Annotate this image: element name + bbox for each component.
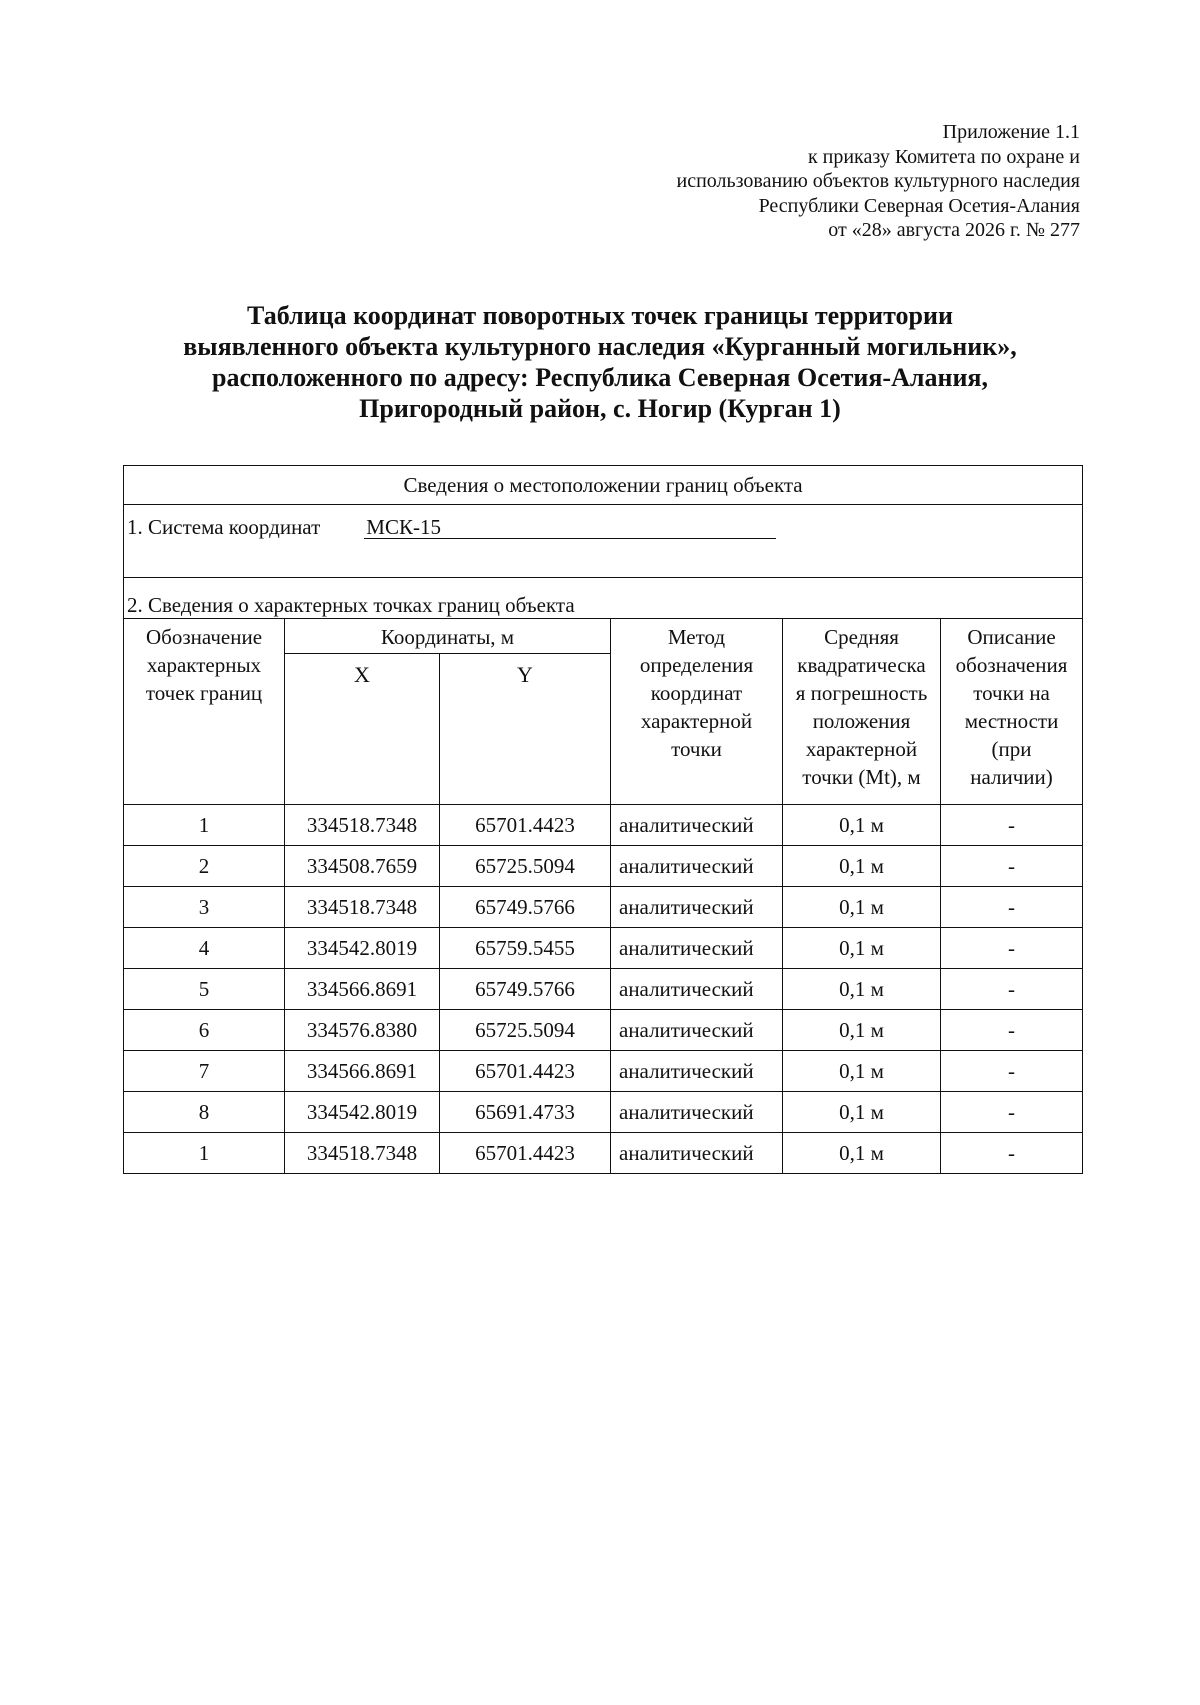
error-cell: 0,1 м <box>783 969 941 1010</box>
header-line: характерной <box>640 709 753 733</box>
y-cell: 65701.4423 <box>440 805 611 846</box>
coordinate-system-cell <box>124 505 1083 578</box>
x-cell: 334566.8691 <box>285 969 440 1010</box>
y-cell: 65725.5094 <box>440 1010 611 1051</box>
header-line: точек границ <box>145 681 263 705</box>
method-cell: аналитический <box>611 1051 783 1092</box>
header-coordinates: Координаты, м <box>285 619 611 654</box>
coordinate-system-value: МСК-15 <box>364 516 776 539</box>
header-line: Средняя <box>824 625 899 649</box>
x-cell: 334518.7348 <box>285 1133 440 1174</box>
header-line: (при <box>991 737 1032 761</box>
description-cell: - <box>941 887 1083 928</box>
table-row <box>124 805 1083 846</box>
header-x: X <box>285 654 440 805</box>
point-cell: 7 <box>124 1051 285 1092</box>
error-cell: 0,1 м <box>783 1051 941 1092</box>
y-cell: 65749.5766 <box>440 887 611 928</box>
header-y: Y <box>440 654 611 805</box>
header-line: квадратическа <box>797 653 926 677</box>
appendix-line: к приказу Комитета по охране и <box>807 145 1080 168</box>
section-title: Сведения о местоположении границ объекта <box>124 466 1083 505</box>
error-cell: 0,1 м <box>783 1133 941 1174</box>
description-cell: - <box>941 1051 1083 1092</box>
table-row <box>124 887 1083 928</box>
appendix-block <box>560 120 1080 243</box>
description-cell: - <box>941 969 1083 1010</box>
header-line: точки на <box>973 681 1050 705</box>
table-row <box>124 1010 1083 1051</box>
header-line: Метод <box>667 625 726 649</box>
table-row <box>124 928 1083 969</box>
description-cell: - <box>941 846 1083 887</box>
method-cell: аналитический <box>611 846 783 887</box>
header-line: положения <box>812 709 911 733</box>
coordinates-table <box>123 465 1083 1174</box>
header-line: характерных <box>146 653 262 677</box>
header-line: точки <box>671 737 722 761</box>
y-cell: 65691.4733 <box>440 1092 611 1133</box>
appendix-line: Приложение 1.1 <box>942 121 1080 143</box>
method-cell: аналитический <box>611 1092 783 1133</box>
header-line: характерной <box>805 737 918 761</box>
method-cell: аналитический <box>611 805 783 846</box>
appendix-line: Республики Северная Осетия-Алания <box>758 194 1080 217</box>
description-cell: - <box>941 1010 1083 1051</box>
description-cell: - <box>941 1092 1083 1133</box>
description-cell: - <box>941 1133 1083 1174</box>
points-section-title: 2. Сведения о характерных точках границ объекта <box>124 578 1083 619</box>
y-cell: 65701.4423 <box>440 1051 611 1092</box>
method-cell: аналитический <box>611 887 783 928</box>
appendix-line: от «28» августа 2026 г. № 277 <box>828 219 1080 241</box>
method-cell: аналитический <box>611 969 783 1010</box>
coordinate-system-label: 1. Система координат <box>127 515 321 539</box>
error-cell: 0,1 м <box>783 1092 941 1133</box>
title-line: Пригородный район, с. Ногир (Курган 1) <box>359 394 841 423</box>
error-cell: 0,1 м <box>783 846 941 887</box>
header-line: местности <box>964 709 1059 733</box>
point-cell: 1 <box>124 1133 285 1174</box>
header-designation <box>124 619 285 805</box>
error-cell: 0,1 м <box>783 1010 941 1051</box>
header-line: координат <box>650 681 743 705</box>
title-line: расположенного по адресу: Республика Северная Осетия-Алания, <box>211 363 988 392</box>
table-row <box>124 1092 1083 1133</box>
x-cell: 334566.8691 <box>285 1051 440 1092</box>
point-cell: 5 <box>124 969 285 1010</box>
header-error <box>783 619 941 805</box>
x-cell: 334518.7348 <box>285 805 440 846</box>
y-cell: 65725.5094 <box>440 846 611 887</box>
method-cell: аналитический <box>611 1133 783 1174</box>
description-cell: - <box>941 805 1083 846</box>
header-line: точки (Mt), м <box>802 765 921 789</box>
table-row <box>124 846 1083 887</box>
method-cell: аналитический <box>611 928 783 969</box>
point-cell: 8 <box>124 1092 285 1133</box>
table-row <box>124 1133 1083 1174</box>
point-cell: 6 <box>124 1010 285 1051</box>
error-cell: 0,1 м <box>783 887 941 928</box>
point-cell: 2 <box>124 846 285 887</box>
x-cell: 334518.7348 <box>285 887 440 928</box>
x-cell: 334508.7659 <box>285 846 440 887</box>
header-method <box>611 619 783 805</box>
description-cell: - <box>941 928 1083 969</box>
point-cell: 4 <box>124 928 285 969</box>
y-cell: 65749.5766 <box>440 969 611 1010</box>
header-description <box>941 619 1083 805</box>
point-cell: 3 <box>124 887 285 928</box>
error-cell: 0,1 м <box>783 805 941 846</box>
table-body <box>124 466 1083 1174</box>
x-cell: 334576.8380 <box>285 1010 440 1051</box>
error-cell: 0,1 м <box>783 928 941 969</box>
appendix-line: использованию объектов культурного наследия <box>676 170 1080 192</box>
header-line: Описание <box>967 625 1056 649</box>
table-row <box>124 1051 1083 1092</box>
header-line: наличии) <box>970 765 1053 789</box>
document-title <box>120 300 1080 424</box>
title-line: Таблица координат поворотных точек границы территории <box>247 301 953 330</box>
header-line: определения <box>639 653 754 677</box>
x-cell: 334542.8019 <box>285 928 440 969</box>
header-line: Обозначение <box>145 625 263 649</box>
header-line: обозначения <box>955 653 1068 677</box>
x-cell: 334542.8019 <box>285 1092 440 1133</box>
title-line: выявленного объекта культурного наследия «Курганный могильник», <box>183 332 1017 361</box>
y-cell: 65759.5455 <box>440 928 611 969</box>
table-row <box>124 969 1083 1010</box>
header-line: я погрешность <box>795 681 928 705</box>
y-cell: 65701.4423 <box>440 1133 611 1174</box>
method-cell: аналитический <box>611 1010 783 1051</box>
point-cell: 1 <box>124 805 285 846</box>
